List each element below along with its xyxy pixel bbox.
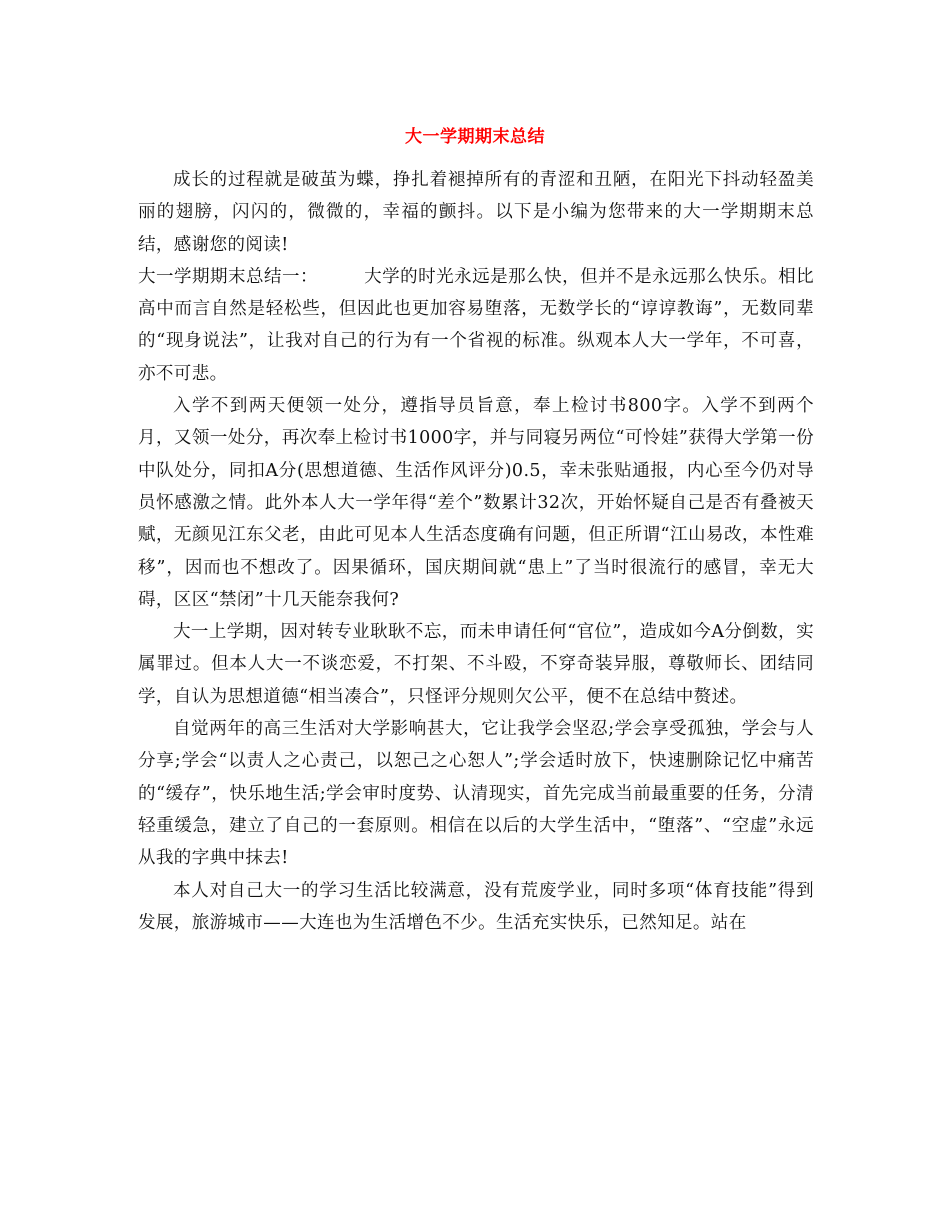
body-paragraph-semester: 大一上学期，因对转专业耿耿不忘，而未申请任何“官位”，造成如今A分倒数，实属罪过。但本人大一不谈恋爱，不打架、不斗殴，不穿奇装异服，尊敬师长、团结同学，自认为思想道德“相当凑合”，只怪评分规则欠公平，便不在总结中赘述。 — [138, 622, 814, 707]
intro-paragraph: 成长的过程就是破茧为蝶，挣扎着褪掉所有的青涩和丑陋，在阳光下抖动轻盈美丽的翅膀，闪闪的，微微的，幸福的颤抖。以下是小编为您带来的大一学期期末总结，感谢您的阅读! — [138, 170, 814, 255]
document-body — [138, 164, 814, 939]
section-text: 大学的时光永远是那么快，但并不是永远那么快乐。相比高中而言自然是轻松些，但因此也更加容易堕落，无数学长的“谆谆教诲”，无数同辈的“现身说法”，让我对自己的行为有一个省视的标准。纵观本人大一学年，不可喜，亦不可悲。 — [138, 266, 814, 384]
body-paragraph-discipline: 入学不到两天便领一处分，遵指导员旨意，奉上检讨书800字。入学不到两个月，又领一处分，再次奉上检讨书1000字，并与同寝另两位“可怜娃”获得大学第一份中队处分，同扣A分(思想道德、生活作风评分)0.5，幸未张贴通报，内心至今仍对导员怀感激之情。此外本人大一学年得“差个”数累计32次，开始怀疑自己是否有叠被天赋，无颜见江东父老，由此可见本人生活态度确有问题，但正所谓“江山易改，本性难移”，因而也不想改了。因果循环，国庆期间就“患上”了当时很流行的感冒，幸无大碍，区区“禁闭”十几天能奈我何? — [138, 396, 814, 610]
document-title: 大一学期期末总结 — [405, 127, 545, 147]
body-paragraph-reflection: 自觉两年的高三生活对大学影响甚大，它让我学会坚忍;学会享受孤独，学会与人分享;学会“以责人之心责己，以恕己之心恕人”;学会适时放下，快速删除记忆中痛苦的“缓存”，快乐地生活;学会审时度势、认清现实，首先完成当前最重要的任务，分清轻重缓急，建立了自己的一套原则。相信在以后的大学生活中，“堕落”、“空虚”永远从我的字典中抹去! — [138, 719, 814, 869]
body-paragraph-study-life: 本人对自己大一的学习生活比较满意，没有荒废学业，同时多项“体育技能”得到发展，旅游城市——大连也为生活增色不少。生活充实快乐，已然知足。站在 — [138, 880, 814, 933]
section-heading: 大一学期期末总结一： — [138, 266, 318, 287]
section-paragraph — [138, 261, 814, 390]
